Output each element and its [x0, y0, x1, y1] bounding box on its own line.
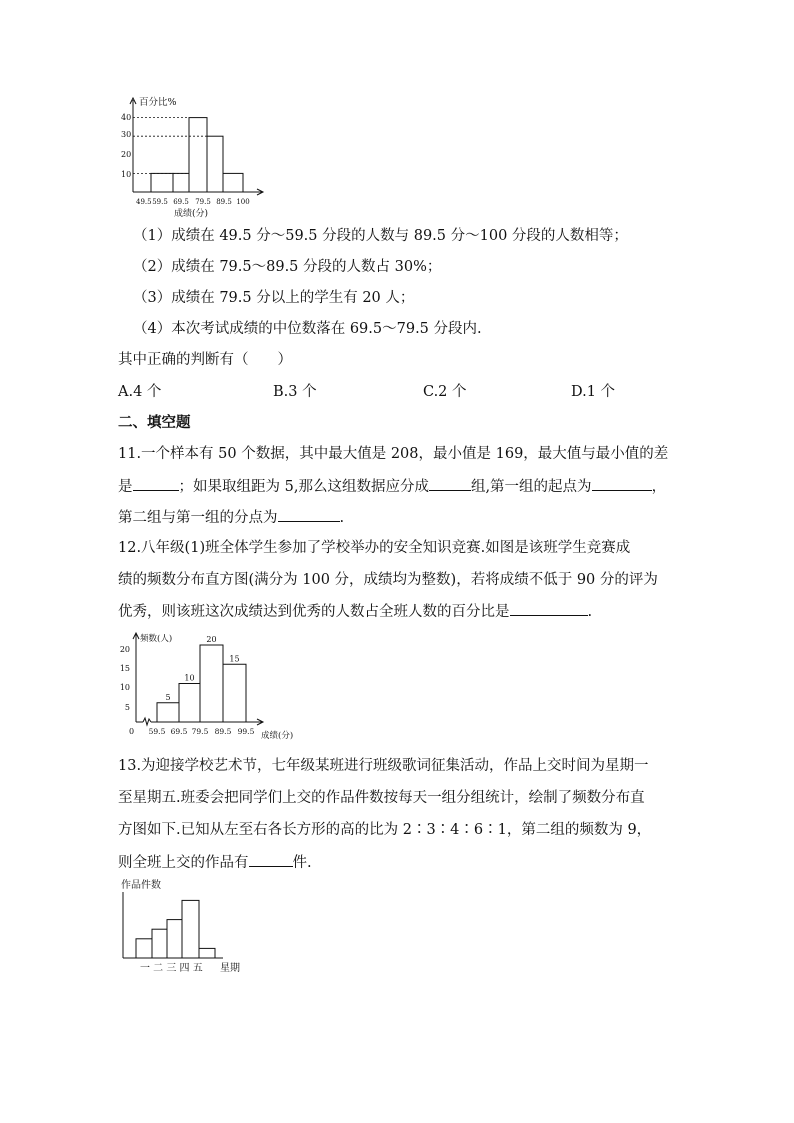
- q10-option-a[interactable]: A.4 个: [118, 384, 162, 400]
- fig1-ytick: 10: [121, 170, 132, 179]
- q10-statement-4: （4）本次考试成绩的中位数落在 69.5～79.5 分段内.: [133, 321, 482, 337]
- fig2-xlabel: 成绩(分): [261, 731, 294, 741]
- q11-text: 是: [118, 479, 133, 495]
- q13-answer-blank[interactable]: [249, 852, 293, 867]
- fig2-ytick: 20: [119, 645, 130, 654]
- q10-statement-2: （2）成绩在 79.5～89.5 分段的人数占 30%；: [133, 259, 442, 275]
- fig2-axis-break: [143, 718, 151, 725]
- fig2-bar: [179, 684, 200, 723]
- fig1-xtick: 59.5: [152, 198, 168, 206]
- fig3-bar: [199, 948, 215, 958]
- fig1-bar: [173, 173, 189, 192]
- fig2-xtick: 89.5: [214, 727, 232, 736]
- fig2-ylabel: 频数(人): [140, 634, 173, 644]
- q12-text: 优秀，则该班这次成绩达到优秀的人数占全班人数的百分比是: [118, 604, 510, 620]
- q11-line-2: [118, 476, 666, 497]
- fig1-ytick: 30: [121, 130, 132, 139]
- fig1-xtick: 69.5: [173, 198, 189, 206]
- fig1-dashed-lines: [133, 118, 207, 174]
- q13-line-4: [118, 852, 312, 873]
- q12-text: .: [587, 604, 593, 620]
- fig2-xtick: 79.5: [191, 727, 209, 736]
- q10-statement-1: （1）成绩在 49.5 分～59.5 分段的人数与 89.5 分～100 分段的人数相等；: [133, 228, 628, 244]
- fig2-data-label: 10: [184, 673, 195, 683]
- percentage-histogram: [118, 92, 278, 224]
- fig2-data-label: 15: [229, 654, 240, 664]
- works-histogram: [118, 876, 258, 976]
- q11-answer-blank-4[interactable]: [278, 507, 340, 522]
- fig1-xtick: 89.5: [216, 198, 232, 206]
- fig2-ytick: 5: [124, 703, 130, 712]
- q10-prompt: 其中正确的判断有（ ）: [118, 352, 292, 368]
- q11-text: 组,第一组的起点为: [470, 479, 592, 495]
- fig1-bar: [207, 136, 223, 192]
- fig1-ytick: 20: [121, 150, 132, 159]
- fig3-bars: [136, 900, 215, 958]
- fig2-bars: [157, 635, 246, 722]
- fig1-xtick: 100: [236, 198, 250, 206]
- q13-line-2: 至星期五.班委会把同学们上交的作品件数按每天一组分组统计，绘制了频数分布直: [118, 790, 645, 806]
- q13-text: 则全班上交的作品有: [118, 855, 249, 871]
- q10-statement-3: （3）成绩在 79.5 分以上的学生有 20 人；: [133, 290, 415, 306]
- fig2-ytick: 10: [119, 683, 130, 692]
- fig1-bars: [151, 118, 243, 192]
- fig2-axes: [133, 633, 263, 725]
- q11-answer-blank-3[interactable]: [592, 476, 652, 491]
- fig3-categories: 一 二 三 四 五: [140, 963, 203, 974]
- fig2-bar: [223, 664, 246, 722]
- fig2-bar: [200, 645, 223, 722]
- fig3-bar: [152, 929, 167, 958]
- q11-text: 第二组与第一组的分点为: [118, 510, 278, 526]
- q13-line-3: 方图如下.已知从左至右各长方形的高的比为 2∶3∶4∶6∶1，第二组的频数为 9，: [118, 822, 652, 838]
- fig3-xlabel: 星期: [220, 963, 240, 974]
- q12-line-2: 绩的频数分布直方图(满分为 100 分，成绩均为整数)，若将成绩不低于 90 分的评为: [118, 572, 658, 588]
- q11-answer-blank-1[interactable]: [133, 476, 179, 491]
- fig1-ytick: 40: [121, 113, 132, 122]
- fig2-xtick: 99.5: [237, 727, 255, 736]
- q12-line-1: 12.八年级(1)班全体学生参加了学校举办的安全知识竞赛.如图是该班学生竞赛成: [118, 540, 631, 556]
- fig1-bar: [223, 173, 243, 192]
- q10-option-d[interactable]: D.1 个: [571, 384, 616, 400]
- q10-option-c[interactable]: C.2 个: [423, 384, 467, 400]
- q11-text: .: [339, 510, 345, 526]
- fig2-data-label: 20: [206, 635, 217, 644]
- fig1-xtick: 79.5: [195, 198, 211, 206]
- section-title: 二、填空题: [118, 414, 191, 431]
- fig2-xtick: 69.5: [170, 727, 188, 736]
- q11-line-1: 11.一个样本有 50 个数据，其中最大值是 208，最小值是 169，最大值与最小值的差: [118, 446, 669, 462]
- q11-text: ，: [651, 479, 667, 495]
- fig1-xtick: 49.5: [136, 198, 152, 206]
- frequency-histogram: [116, 630, 312, 746]
- q10-option-b[interactable]: B.3 个: [273, 384, 317, 400]
- fig1-xlabel: 成绩(分): [173, 209, 209, 219]
- fig3-ylabel: 作品件数: [121, 880, 161, 891]
- q11-answer-blank-2[interactable]: [429, 476, 471, 491]
- fig3-bar: [136, 939, 152, 958]
- fig1-bar: [151, 173, 173, 192]
- fig2-data-label: 5: [165, 692, 171, 702]
- fig2-ytick: 15: [119, 664, 130, 673]
- q12-answer-blank[interactable]: [510, 601, 588, 616]
- fig2-xtick: 59.5: [148, 727, 166, 736]
- q13-line-1: 13.为迎接学校艺术节，七年级某班进行班级歌词征集活动，作品上交时间为星期一: [118, 758, 649, 774]
- fig1-ylabel: 百分比%: [139, 97, 177, 108]
- q13-text: 件.: [292, 855, 312, 871]
- fig3-bar: [167, 920, 182, 958]
- fig2-origin: 0: [129, 727, 135, 736]
- q11-text: ；如果取组距为 5,那么这组数据应分成: [178, 479, 429, 495]
- fig3-bar: [182, 900, 199, 958]
- q11-line-3: [118, 507, 344, 528]
- fig2-bar: [157, 703, 179, 722]
- q12-line-3: [118, 601, 592, 622]
- fig1-bar: [189, 118, 207, 192]
